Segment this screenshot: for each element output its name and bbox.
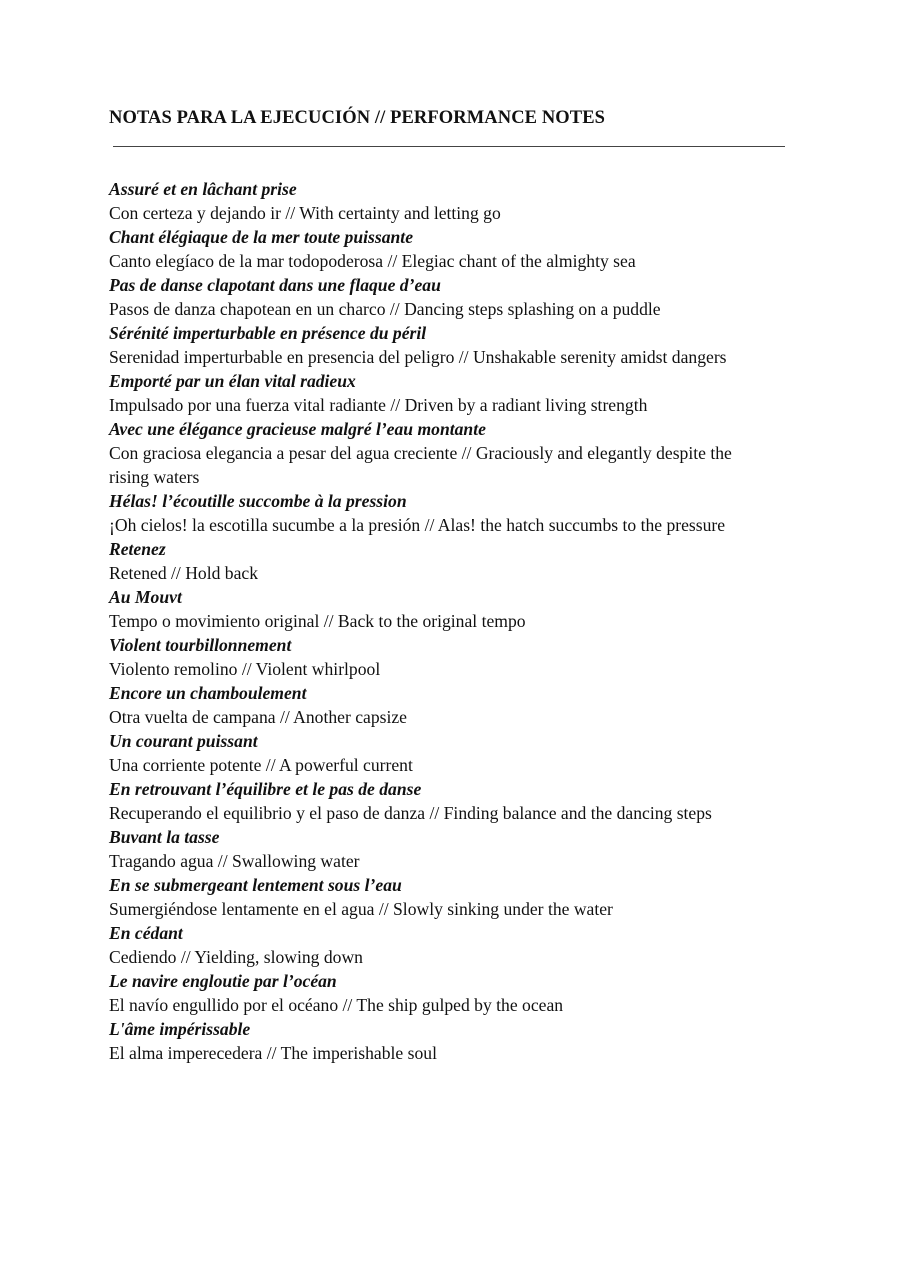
note-translation: Otra vuelta de campana // Another capsize xyxy=(109,707,407,727)
note-term: L'âme impérissable xyxy=(109,1019,251,1039)
note-translation: El alma imperecedera // The imperishable soul xyxy=(109,1043,437,1063)
note-term: Assuré et en lâchant prise xyxy=(109,179,297,199)
note-item xyxy=(109,969,769,1017)
note-item xyxy=(109,369,769,417)
note-translation: Tempo o movimiento original // Back to the original tempo xyxy=(109,611,526,631)
note-item xyxy=(109,177,769,225)
note-item xyxy=(109,729,769,777)
note-translation: Serenidad imperturbable en presencia del peligro // Unshakable serenity amidst dangers xyxy=(109,347,727,367)
note-item xyxy=(109,873,769,921)
note-item xyxy=(109,489,769,537)
note-term: Violent tourbillonnement xyxy=(109,635,292,655)
note-term: Retenez xyxy=(109,539,166,559)
note-term: Le navire engloutie par l’océan xyxy=(109,971,337,991)
note-term: Hélas! l’écoutille succombe à la pression xyxy=(109,491,407,511)
note-item xyxy=(109,633,769,681)
note-term: Buvant la tasse xyxy=(109,827,220,847)
note-translation: Con certeza y dejando ir // With certainty and letting go xyxy=(109,203,501,223)
note-term: Au Mouvt xyxy=(109,587,182,607)
note-translation: El navío engullido por el océano // The ship gulped by the ocean xyxy=(109,995,564,1015)
note-translation: Tragando agua // Swallowing water xyxy=(109,851,360,871)
note-translation: Con graciosa elegancia a pesar del agua creciente // Graciously and elegantly despite the rising waters xyxy=(109,443,732,487)
note-translation: Cediendo // Yielding, slowing down xyxy=(109,947,363,967)
note-translation: Canto elegíaco de la mar todopoderosa // Elegiac chant of the almighty sea xyxy=(109,251,636,271)
note-item xyxy=(109,921,769,969)
note-term: En cédant xyxy=(109,923,183,943)
note-translation: Pasos de danza chapotean en un charco // Dancing steps splashing on a puddle xyxy=(109,299,661,319)
note-translation: Violento remolino // Violent whirlpool xyxy=(109,659,381,679)
note-term: Encore un chamboulement xyxy=(109,683,307,703)
note-term: Sérénité imperturbable en présence du péril xyxy=(109,323,427,343)
note-item xyxy=(109,321,769,369)
note-item xyxy=(109,585,769,633)
title-divider xyxy=(113,146,785,147)
note-translation: Una corriente potente // A powerful current xyxy=(109,755,413,775)
note-item xyxy=(109,681,769,729)
note-item xyxy=(109,537,769,585)
note-item xyxy=(109,225,769,273)
note-item xyxy=(109,1017,769,1065)
note-term: Avec une élégance gracieuse malgré l’eau montante xyxy=(109,419,486,439)
note-item xyxy=(109,273,769,321)
note-term: Pas de danse clapotant dans une flaque d’eau xyxy=(109,275,441,295)
note-term: En se submergeant lentement sous l’eau xyxy=(109,875,402,895)
note-term: Un courant puissant xyxy=(109,731,258,751)
note-translation: Sumergiéndose lentamente en el agua // Slowly sinking under the water xyxy=(109,899,613,919)
note-translation: Retened // Hold back xyxy=(109,563,259,583)
note-term: En retrouvant l’équilibre et le pas de danse xyxy=(109,779,422,799)
note-item xyxy=(109,777,769,825)
note-translation: Impulsado por una fuerza vital radiante // Driven by a radiant living strength xyxy=(109,395,648,415)
note-term: Emporté par un élan vital radieux xyxy=(109,371,356,391)
performance-notes-list xyxy=(109,177,769,1065)
document-title: NOTAS PARA LA EJECUCIÓN // PERFORMANCE NOTES xyxy=(109,108,606,128)
note-translation: Recuperando el equilibrio y el paso de danza // Finding balance and the dancing steps xyxy=(109,803,712,823)
note-item xyxy=(109,417,769,489)
note-term: Chant élégiaque de la mer toute puissante xyxy=(109,227,413,247)
note-item xyxy=(109,825,769,873)
note-translation: ¡Oh cielos! la escotilla sucumbe a la presión // Alas! the hatch succumbs to the pressure xyxy=(109,515,726,535)
